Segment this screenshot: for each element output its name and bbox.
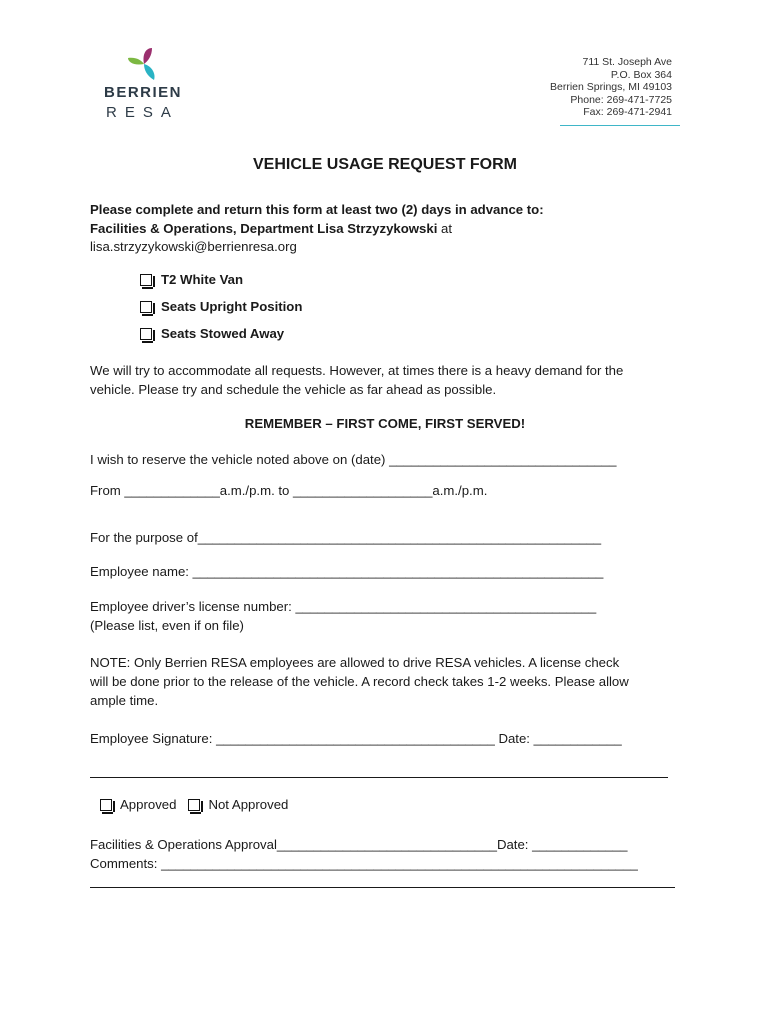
remember-banner: REMEMBER – FIRST COME, FIRST SERVED! (244, 416, 526, 431)
employee-name-field[interactable]: Employee name: ________________________________________________________ (90, 564, 604, 579)
option-t2-white-van[interactable] (140, 272, 243, 287)
address-block (550, 56, 672, 119)
intro-line-2 (90, 219, 452, 238)
option-seats-upright[interactable] (140, 299, 302, 314)
address-line: Berrien Springs, MI 49103 (550, 81, 672, 93)
reserve-date-field[interactable]: I wish to reserve the vehicle noted above on (date) _______________________________ (90, 452, 617, 467)
option-seats-stowed[interactable] (140, 326, 284, 341)
option-label: T2 White Van (161, 272, 244, 287)
contact-department: Facilities & Operations, Department Lisa Strzyzykowski (90, 221, 438, 236)
logo-wordmark-berrien: BERRIEN (104, 84, 183, 101)
contact-email: lisa.strzyzykowski@berrienresa.org (90, 239, 297, 254)
comments-continuation-line[interactable] (90, 887, 675, 888)
address-line: 711 St. Joseph Ave (582, 56, 672, 68)
purpose-field[interactable]: For the purpose of_______________________________________________________ (90, 530, 602, 545)
form-title: VEHICLE USAGE REQUEST FORM (252, 156, 518, 173)
option-label: Seats Upright Position (161, 299, 303, 314)
checkbox-icon[interactable] (140, 301, 152, 313)
checkbox-icon[interactable] (140, 328, 152, 340)
intro-at: at (437, 221, 453, 236)
notice-line-2: vehicle. Please try and schedule the vehicle as far ahead as possible. (90, 382, 497, 397)
time-range-field[interactable]: From _____________a.m./p.m. to ___________________a.m./p.m. (90, 483, 488, 498)
notice-line-1: We will try to accommodate all requests. However, at times there is a heavy demand for the (90, 363, 624, 378)
approval-options (100, 797, 288, 812)
signature-field[interactable]: Employee Signature: ______________________________________ Date: ____________ (90, 731, 622, 746)
not-approved-label: Not Approved (208, 797, 289, 812)
comments-field[interactable]: Comments: _________________________________________________________________ (90, 856, 638, 871)
logo-wordmark-resa: RESA (106, 104, 179, 121)
note-line-1: NOTE: Only Berrien RESA employees are allowed to drive RESA vehicles. A license check (90, 655, 620, 670)
separator-line (90, 777, 668, 778)
address-line: Phone: 269-471-7725 (570, 93, 672, 106)
approved-label: Approved (120, 797, 177, 812)
license-note: (Please list, even if on file) (90, 618, 244, 633)
address-line: Fax: 269-471-2941 (583, 106, 672, 118)
option-label: Seats Stowed Away (161, 326, 285, 341)
header-divider (560, 125, 680, 126)
not-approved-checkbox-icon[interactable] (188, 799, 200, 811)
approved-checkbox-icon[interactable] (100, 799, 112, 811)
berrien-resa-logo-mark-icon (126, 46, 162, 82)
address-line: P.O. Box 364 (610, 68, 672, 81)
facilities-approval-field[interactable]: Facilities & Operations Approval______________________________Date: _____________ (90, 837, 628, 852)
note-line-2: will be done prior to the release of the vehicle. A record check takes 1-2 weeks. Please allow (90, 674, 629, 689)
note-line-3: ample time. (90, 693, 159, 708)
checkbox-icon[interactable] (140, 274, 152, 286)
license-number-field[interactable]: Employee driver’s license number: _________________________________________ (90, 599, 597, 614)
intro-line-1: Please complete and return this form at least two (2) days in advance to: (90, 202, 544, 217)
